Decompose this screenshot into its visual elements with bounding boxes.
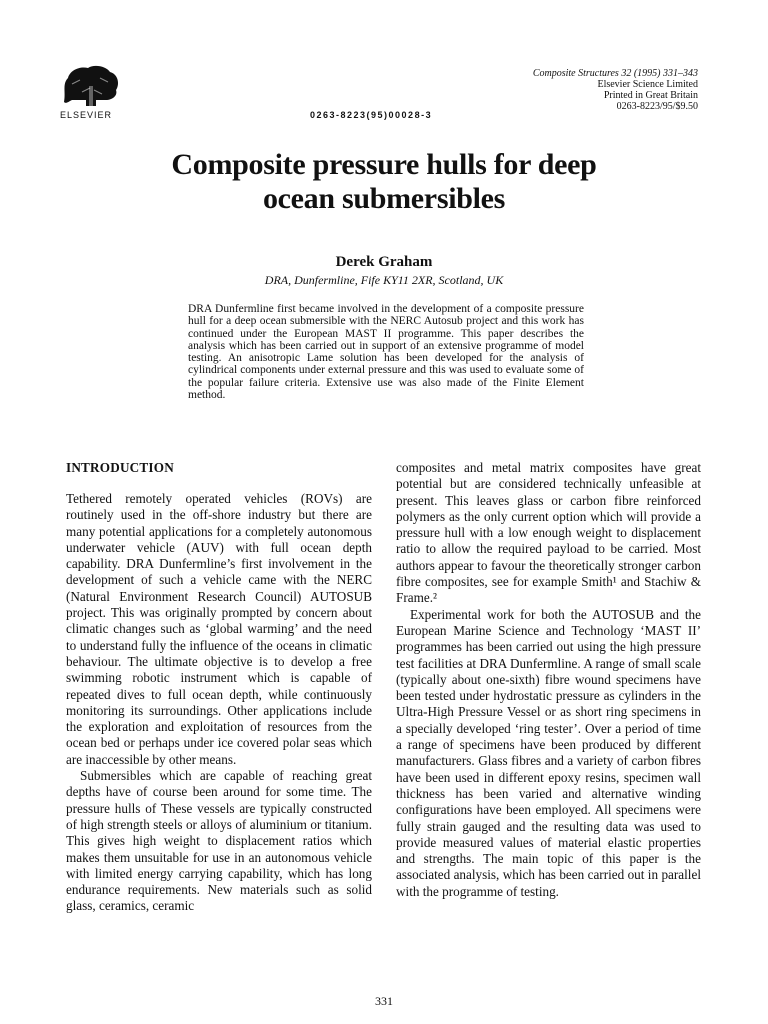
journal-line-publisher: Elsevier Science Limited xyxy=(597,79,698,90)
paragraph: composites and metal matrix composites have great potential but are considered technically unfeasible at present. This leaves glass or carbon fibre reinforced polymers as the only current option which will provide a pressure hull with a low enough weight to displacement ratio to allow the required payload to be carried. Most authors appear to favour the theoretically stronger carbon fibre composites, see for example Smith¹ and Stachiw & Frame.² xyxy=(396,460,701,606)
page-number: 331 xyxy=(375,994,393,1008)
right-column xyxy=(396,460,701,900)
article-title xyxy=(0,148,768,216)
paragraph: Submersibles which are capable of reaching great depths have of course been around for some time. The pressure hulls of These vessels are typically constructed of high strength steels or alloys of aluminium or titanium. This gives high weight to displacement ratios which makes them unsuitable for use in an autonomous vehicle with limited energy carrying capability, which has long endurance requirements. New materials such as solid glass, ceramics, ceramic xyxy=(66,768,372,914)
publisher-name: ELSEVIER xyxy=(60,110,113,120)
author-name: Derek Graham xyxy=(335,254,433,270)
journal-line-printed: Printed in Great Britain xyxy=(603,90,698,101)
journal-citation xyxy=(533,68,698,112)
journal-line-citation: Composite Structures 32 (1995) 331–343 xyxy=(532,68,698,79)
author-affiliation: DRA, Dunfermline, Fife KY11 2XR, Scotland, UK xyxy=(264,273,504,287)
abstract xyxy=(188,303,584,401)
paragraph: Tethered remotely operated vehicles (ROVs) are routinely used in the off-shore industry but there are many potential applications for a completely autonomous underwater vehicle (AUV) with full ocean depth capability. DRA Dunfermline’s first involvement in the development of such a vehicle came with the NERC (Natural Environment Research Council) AUTOSUB project. This was originally prompted by concern about climatic changes such as ‘global warming’ and the need to understand fully the influence of the oceans in climatic behaviour. The ultimate objective is to develop a free swimming robotic instrument which is capable of repeated dives to full ocean depth, while continuously monitoring its surroundings. Other applications include the exploration and exploitation of resources from the ocean bed or perhaps under ice covered polar seas which are inaccessible by other means. xyxy=(66,491,372,767)
doi-code: 0263-8223(95)00028-3 xyxy=(310,110,433,120)
abstract-text: DRA Dunfermline first became involved in the development of a composite pressure hull for a deep ocean submersible with the NERC Autosub project and this work has continued under the European MAST II programme. This paper describes the analysis which has been carried out in support of an extensive programme of model testing. An anisotropic Lame solution has been developed for the analysis of cylindrical components under external pressure and this was used to evaluate some of the popular failure criteria. Extensive use was also made of the Finite Element method. xyxy=(188,303,584,402)
article-title-text: Composite pressure hulls for deep ocean submersibles xyxy=(171,148,597,215)
paragraph: Experimental work for both the AUTOSUB and the European Marine Science and Technology ‘MAST II’ programmes has been carried out using the high pressure test facilities at DRA Dunfermline. A range of small scale (typically about one-sixth) fibre wound specimens have been tested under hydrostatic pressure as cylinders in the Ultra-High Pressure Vessel or as short ring specimens in a specially developed ‘ring tester’. Over a period of time a range of specimens have been produced by different manufacturers. Glass fibres and a variety of carbon fibres have been used in different epoxy resins, specimen wall thickness has been varied and alternative winding configurations have been employed. All specimens were fully strain gauged and the resulting data was used to provide measured values of material elastic properties and strengths. The main topic of this paper is the associated analysis, which has been carried out in parallel with the programme of testing. xyxy=(396,606,701,899)
section-heading: INTRODUCTION xyxy=(66,460,174,475)
journal-line-issn: 0263-8223/95/$9.50 xyxy=(616,101,698,112)
left-column xyxy=(66,460,372,915)
elsevier-tree-logo-icon xyxy=(60,62,122,108)
